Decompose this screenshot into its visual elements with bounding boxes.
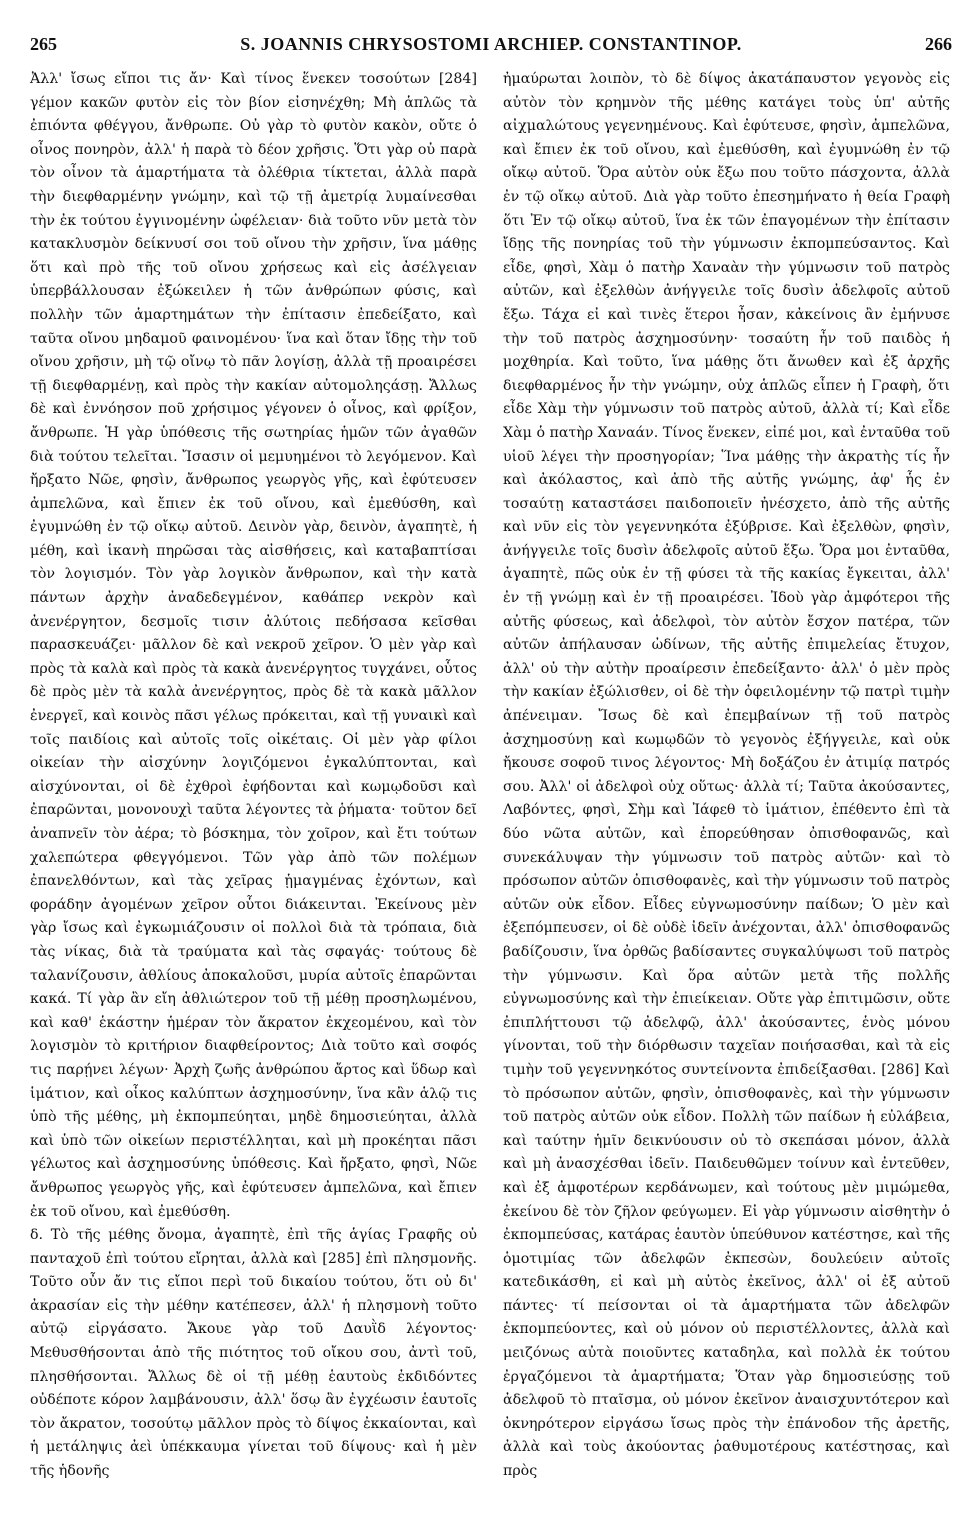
right-column [503,68,950,1484]
text-columns [30,68,952,1484]
paragraph: Ἀλλ' ἴσως εἴποι τις ἄν· Καὶ τίνος ἕνεκεν τοσούτων [284] γέμον κακῶν φυτὸν εἰς τὸν βίον εἰσηνέχθη; Μὴ ἁπλῶς τὰ ἐπιόντα φθέγγου, ἄνθρωπε. Οὐ γὰρ τὸ φυτὸν κακὸν, οὔτε ὁ οἶνος πονηρὸν, ἀλλ' ἡ παρὰ τὸ δέον χρῆσις. Ὅτι γὰρ οὐ παρὰ τὸν οἶνον τὰ ἁμαρτήματα τὰ ὀλέθρια τίκτεται, ἀλλὰ παρὰ τὴν διεφθαρμένην γνώμην, καὶ τῷ τῇ ἀμετρίᾳ λυμαίνεσθαι τὴν ἐκ τούτου ἐγγινομένην ὠφέλειαν· διὰ τοῦτο νῦν μετὰ τὸν κατακλυσμὸν δείκνυσί σοι τοῦ οἴνου τὴν χρῆσιν, ἵνα μάθῃς ὅτι καὶ πρὸ τῆς τοῦ οἴνου χρήσεως καὶ εἰς ἀσέλγειαν ὑπερβάλλουσαν ἐξώκειλεν ἡ τῶν ἀνθρώπων φύσις, καὶ πολλὴν τῶν ἁμαρτημάτων τὴν ἐπίτασιν ἐπεδείξατο, καὶ ταῦτα οἴνου μηδαμοῦ φαινομένου· ἵνα καὶ ὅταν ἴδῃς τὴν τοῦ οἴνου χρῆσιν, μὴ τῷ οἴνῳ τὸ πᾶν λογίσῃ, ἀλλὰ τῇ προαιρέσει τῇ διεφθαρμένῃ, καὶ πρὸς τὴν κακίαν αὐτομοληςάσῃ. Ἄλλως δὲ καὶ ἐννόησον ποῦ χρήσιμος γέγονεν ὁ οἶνος, καὶ φρίξον, ἄνθρωπε. Ἡ γὰρ ὑπόθεσις τῆς σωτηρίας ἡμῶν τῶν ἀγαθῶν διὰ τούτου τελεῖται. Ἴσασιν οἱ μεμυημένοι τὸ λεγόμενον. Καὶ ἤρξατο Νῶε, φησὶν, ἄνθρωπος γεωργὸς γῆς, καὶ ἐφύτευσεν ἀμπελῶνα, καὶ ἔπιεν ἐκ τοῦ οἴνου, καὶ ἐμεθύσθη, καὶ ἐγυμνώθη ἐν τῷ οἴκῳ αὐτοῦ. Δεινὸν γὰρ, δεινὸν, ἀγαπητὲ, ἡ μέθη, καὶ ἱκανὴ πηρῶσαι τὰς αἰσθήσεις, καὶ καταβαπτίσαι τὸν λογισμόν. Τὸν γὰρ λογικὸν ἄνθρωπον, καὶ τὴν κατὰ πάντων ἀρχὴν ἀναδεδεγμένον, καθάπερ νεκρὸν καὶ ἀνενέργητον, δεσμοῖς τισιν ἀλύτοις πεδήσασα κεῖσθαι παρασκευάζει· μᾶλλον δὲ καὶ νεκροῦ χεῖρον. Ὁ μὲν γὰρ καὶ πρὸς τὰ καλὰ καὶ πρὸς τὰ κακὰ ἀνενέργητος τυγχάνει, οὗτος δὲ πρὸς μὲν τὰ καλὰ ἀνενέργητος, πρὸς δὲ τὰ κακὰ μᾶλλον ἐνεργεῖ, καὶ κοινὸς πᾶσι γέλως πρόκειται, καὶ τῇ γυναικὶ καὶ τοῖς παιδίοις καὶ αὐτοῖς τοῖς οἰκέταις. Οἱ μὲν γὰρ φίλοι οἰκείαν τὴν αἰσχύνην λογιζόμενοι ἐγκαλύπτονται, καὶ αἰσχύνονται, οἱ δὲ ἐχθροὶ ἐφήδονται καὶ κωμῳδοῦσι καὶ ἐπαρῶνται, μονονουχὶ ταῦτα λέγοντες τὰ ῥήματα· τοῦτον δεῖ ἀναπνεῖν τὸν ἀέρα; τὸ βόσκημα, τὸν χοῖρον, καὶ ἔτι τούτων χαλεπώτερα φθεγγόμενοι. Τῶν γὰρ ἀπὸ τῶν πολέμων ἐπανελθόντων, καὶ τὰς χεῖρας ᾑμαγμένας ἐχόντων, καὶ φοράδην ἀγομένων χεῖρον οὗτοι διάκεινται. Ἐκείνους μὲν γὰρ ἴσως καὶ ἐγκωμιάζουσιν οἱ πολλοὶ διὰ τὰ τρόπαια, διὰ τὰς νίκας, διὰ τὰ τραύματα καὶ τὰς σφαγάς· τούτους δὲ ταλανίζουσιν, ἀθλίους ἀποκαλοῦσι, μυρία αὐτοῖς ἐπαρῶνται κακά. Τί γὰρ ἂν εἴη ἀθλιώτερον τοῦ τῇ μέθῃ προσηλωμένου, καὶ καθ' ἑκάστην ἡμέραν τὸν ἄκρατον ἐκχεομένου, καὶ τὸν λογισμὸν τὸ κριτήριον διαφθείροντος; Διὰ τοῦτο καὶ σοφός τις παρῄνει λέγων· Ἀρχὴ ζωῆς ἀνθρώπου ἄρτος καὶ ὕδωρ καὶ ἱμάτιον, καὶ οἶκος καλύπτων ἀσχημοσύνην, ἵνα κἂν ἁλῷ τις ὑπὸ τῆς μέθης, μὴ ἐκπομπεύηται, μηδὲ δημοσιεύηται, ἀλλὰ καὶ ὑπὸ τῶν οἰκείων περιστέλληται, καὶ μὴ προκέηται πᾶσι γέλωτος καὶ ἀσχημοσύνης ὑπόθεσις. Καὶ ἤρξατο, φησὶ, Νῶε ἄνθρωπος γεωργὸς γῆς, καὶ ἐφύτευσεν ἀμπελῶνα, καὶ ἔπιεν ἐκ τοῦ οἴνου, καὶ ἐμεθύσθη. [30,71,477,1220]
paragraph: δ. Τὸ τῆς μέθης ὄνομα, ἀγαπητὲ, ἐπὶ τῆς ἁγίας Γραφῆς οὐ πανταχοῦ ἐπὶ τούτου εἴρηται, ἀλλὰ καὶ [285] ἐπὶ πλησμονῆς. Τοῦτο οὖν ἄν τις εἴποι περὶ τοῦ δικαίου τούτου, ὅτι οὐ δι' ἀκρασίαν εἰς τὴν μέθην κατέπεσεν, ἀλλ' ἡ πλησμονὴ τοῦτο αὐτῷ εἰργάσατο. Ἄκουε γὰρ τοῦ Δαυῒδ λέγοντος· Μεθυσθήσονται ἀπὸ τῆς πιότητος τοῦ οἴκου σου, ἀντὶ τοῦ, πλησθήσονται. Ἄλλως δὲ οἱ τῇ μέθῃ ἑαυτοὺς ἐκδιδόντες οὐδέποτε κόρον λαμβάνουσιν, ἀλλ' ὅσῳ ἂν ἐγχέωσιν ἑαυτοῖς τὸν ἄκρατον, τοσούτῳ μᾶλλον πρὸς τὸ δίψος ἐκκαίονται, καὶ ἡ μετάληψις ἀεὶ ὑπέκκαυμα γίνεται τοῦ δίψους· καὶ ἡ μὲν τῆς ἡδονῆς [30,1227,477,1480]
running-header [30,34,952,64]
left-column [30,68,477,1484]
page-number-left: 265 [30,34,57,54]
page-number-right: 266 [925,34,952,54]
paragraph: ἠμαύρωται λοιπὸν, τὸ δὲ δίψος ἀκατάπαυστον γεγονὸς εἰς αὐτὸν τὸν κρημνὸν τῆς μέθης κατάγει τοὺς ὑπ' αὐτῆς αἰχμαλώτους γεγενημένους. Καὶ ἐφύτευσε, φησὶν, ἀμπελῶνα, καὶ ἔπιεν ἐκ τοῦ οἴνου, καὶ ἐμεθύσθη, καὶ ἐγυμνώθη ἐν τῷ οἴκῳ αὐτοῦ. Ὅρα αὐτὸν οὐκ ἔξω που τοῦτο πάσχοντα, ἀλλὰ ἐν τῷ οἴκῳ αὐτοῦ. Διὰ γὰρ τοῦτο ἐπεσημήνατο ἡ θεία Γραφὴ ὅτι Ἐν τῷ οἴκῳ αὐτοῦ, ἵνα ἐκ τῶν ἐπαγομένων τὴν ἐπίτασιν ἴδῃς τῆς πονηρίας τοῦ τὴν γύμνωσιν ἐκπομπεύσαντος. Καὶ εἶδε, φησὶ, Χὰμ ὁ πατὴρ Χαναὰν τὴν γύμνωσιν τοῦ πατρὸς αὐτῶν, καὶ ἐξελθὼν ἀνήγγειλε τοῖς δυσὶν ἀδελφοῖς αὐτοῦ ἔξω. Τάχα εἰ καὶ τινὲς ἕτεροι ἦσαν, κἀκείνοις ἂν ἐμήνυσε τὴν τοῦ πατρὸς ἀσχημοσύνην· τοσαύτη ἦν τοῦ παιδὸς ἡ μοχθηρία. Καὶ τοῦτο, ἵνα μάθῃς ὅτι ἄνωθεν καὶ ἐξ ἀρχῆς διεφθαρμένος ἦν τὴν γνώμην, οὐχ ἁπλῶς εἶπεν ἡ Γραφὴ, ὅτι εἶδε Χὰμ τὴν γύμνωσιν τοῦ πατρὸς αὐτοῦ, ἀλλὰ τί; Καὶ εἶδε Χὰμ ὁ πατὴρ Χαναάν. Τίνος ἕνεκεν, εἰπέ μοι, καὶ ἐνταῦθα τοῦ υἱοῦ λέγει τὴν προσηγορίαν; Ἵνα μάθῃς τὴν ἀκρατὴς τίς ἦν καὶ ἀκόλαστος, καὶ ἀπὸ τῆς αὐτῆς γνώμης, ἀφ' ἧς ἐν τοσαύτῃ καταστάσει παιδοποιεῖν ἠνέσχετο, ἀπὸ τῆς αὐτῆς καὶ νῦν εἰς τὸν γεγεννηκότα ἐξύβρισε. Καὶ ἐξελθὼν, φησὶν, ἀνήγγειλε τοῖς δυσὶν ἀδελφοῖς αὐτοῦ ἔξω. Ὅρα μοι ἐνταῦθα, ἀγαπητὲ, πῶς οὐκ ἐν τῇ φύσει τὰ τῆς κακίας ἔγκειται, ἀλλ' ἐν τῇ γνώμῃ καὶ ἐν τῇ προαιρέσει. Ἰδοὺ γὰρ ἀμφότεροι τῆς αὐτῆς φύσεως, καὶ ἀδελφοὶ, τὸν αὐτὸν ἔσχον πατέρα, τῶν αὐτῶν ἀπήλαυσαν ὠδίνων, τῆς αὐτῆς ἐπιμελείας ἔτυχον, ἀλλ' οὐ τὴν αὐτὴν προαίρεσιν ἐπεδείξαντο· ἀλλ' ὁ μὲν πρὸς τὴν κακίαν ἐξώλισθεν, οἱ δὲ τὴν ὀφειλομένην τῷ πατρὶ τιμὴν ἀπένειμαν. Ἴσως δὲ καὶ ἐπεμβαίνων τῇ τοῦ πατρὸς ἀσχημοσύνῃ καὶ κωμῳδῶν τὸ γεγονὸς ἐξήγγειλε, καὶ οὐκ ἤκουσε σοφοῦ τινος λέγοντος· Μὴ δοξάζου ἐν ἀτιμίᾳ πατρός σου. Ἀλλ' οἱ ἀδελφοὶ οὐχ οὕτως· ἀλλὰ τί; Ταῦτα ἀκούσαντες, Λαβόντες, φησὶ, Σὴμ καὶ Ἰάφεθ τὸ ἱμάτιον, ἐπέθεντο ἐπὶ τὰ δύο νῶτα αὐτῶν, καὶ ἐπορεύθησαν ὀπισθοφανῶς, καὶ συνεκάλυψαν τὴν γύμνωσιν τοῦ πατρὸς αὐτῶν· καὶ τὸ πρόσωπον αὐτῶν ὀπισθοφανὲς, καὶ τὴν γύμνωσιν τοῦ πατρὸς αὐτῶν οὐκ εἶδον. Εἶδες εὐγνωμοσύνην παίδων; Ὁ μὲν καὶ ἐξεπόμπευσεν, οἱ δὲ οὐδὲ ἰδεῖν ἀνέχονται, ἀλλ' ὀπισθοφανῶς βαδίζουσιν, ἵνα ὀρθῶς βαδίσαντες συγκαλύψωσι τοῦ πατρὸς τὴν γύμνωσιν. Καὶ ὅρα αὐτῶν μετὰ τῆς πολλῆς εὐγνωμοσύνης καὶ τὴν ἐπιείκειαν. Οὔτε γὰρ ἐπιτιμῶσιν, οὔτε ἐπιπλήττουσι τῷ ἀδελφῷ, ἀλλ' ἀκούσαντες, ἑνὸς μόνου γίνονται, τοῦ τὴν διόρθωσιν ταχεῖαν ποιήσασθαι, καὶ τὰ εἰς τιμὴν τοῦ γεγεννηκότος συντείνοντα ἐπιδείξασθαι. [286] Καὶ τὸ πρόσωπον αὐτῶν, φησὶν, ὀπισθοφανὲς, καὶ τὴν γύμνωσιν τοῦ πατρὸς αὐτῶν οὐκ εἶδον. Πολλὴ τῶν παίδων ἡ εὐλάβεια, καὶ ταύτην ἡμῖν δεικνύουσιν οὐ τὸ σκεπάσαι μόνον, ἀλλὰ καὶ μὴ ἀνασχέσθαι ἰδεῖν. Παιδευθῶμεν τοίνυν καὶ ἐντεῦθεν, καὶ ἐξ ἀμφοτέρων κερδάνωμεν, καὶ τούτους μὲν μιμώμεθα, ἐκείνου δὲ τὸν ζῆλον φεύγωμεν. Εἰ γὰρ γύμνωσιν αἰσθητὴν ὁ ἐκπομπεύσας, κατάρας ἑαυτὸν ὑπεύθυνον κατέστησε, καὶ τῆς ὁμοτιμίας τῶν ἀδελφῶν ἐκπεσὼν, δουλεύειν αὐτοῖς κατεδικάσθη, εἰ καὶ μὴ αὐτὸς ἐκεῖνος, ἀλλ' οἱ ἐξ αὐτοῦ πάντες· τί πείσονται οἱ τὰ ἁμαρτήματα τῶν ἀδελφῶν ἐκπομπεύοντες, καὶ οὐ μόνον οὐ περιστέλλοντες, ἀλλὰ καὶ μειζόνως αὐτὰ ποιοῦντες καταδηλα, καὶ πολλὰ ἐκ τούτου ἐργαζόμενοι τὰ ἁμαρτήματα; Ὅταν γὰρ δημοσιεύσῃς τοῦ ἀδελφοῦ τὸ πταῖσμα, οὐ μόνον ἐκεῖνον ἀναισχυντότερον καὶ ὀκνηρότερον εἰργάσω ἴσως πρὸς τὴν ἐπάνοδον τῆς ἀρετῆς, ἀλλὰ καὶ τοὺς ἀκούοντας ῥαθυμοτέρους κατέστησας, καὶ πρὸς [503,71,950,1480]
running-title: S. JOANNIS CHRYSOSTOMI ARCHIEP. CONSTANTINOP. [240,34,742,54]
